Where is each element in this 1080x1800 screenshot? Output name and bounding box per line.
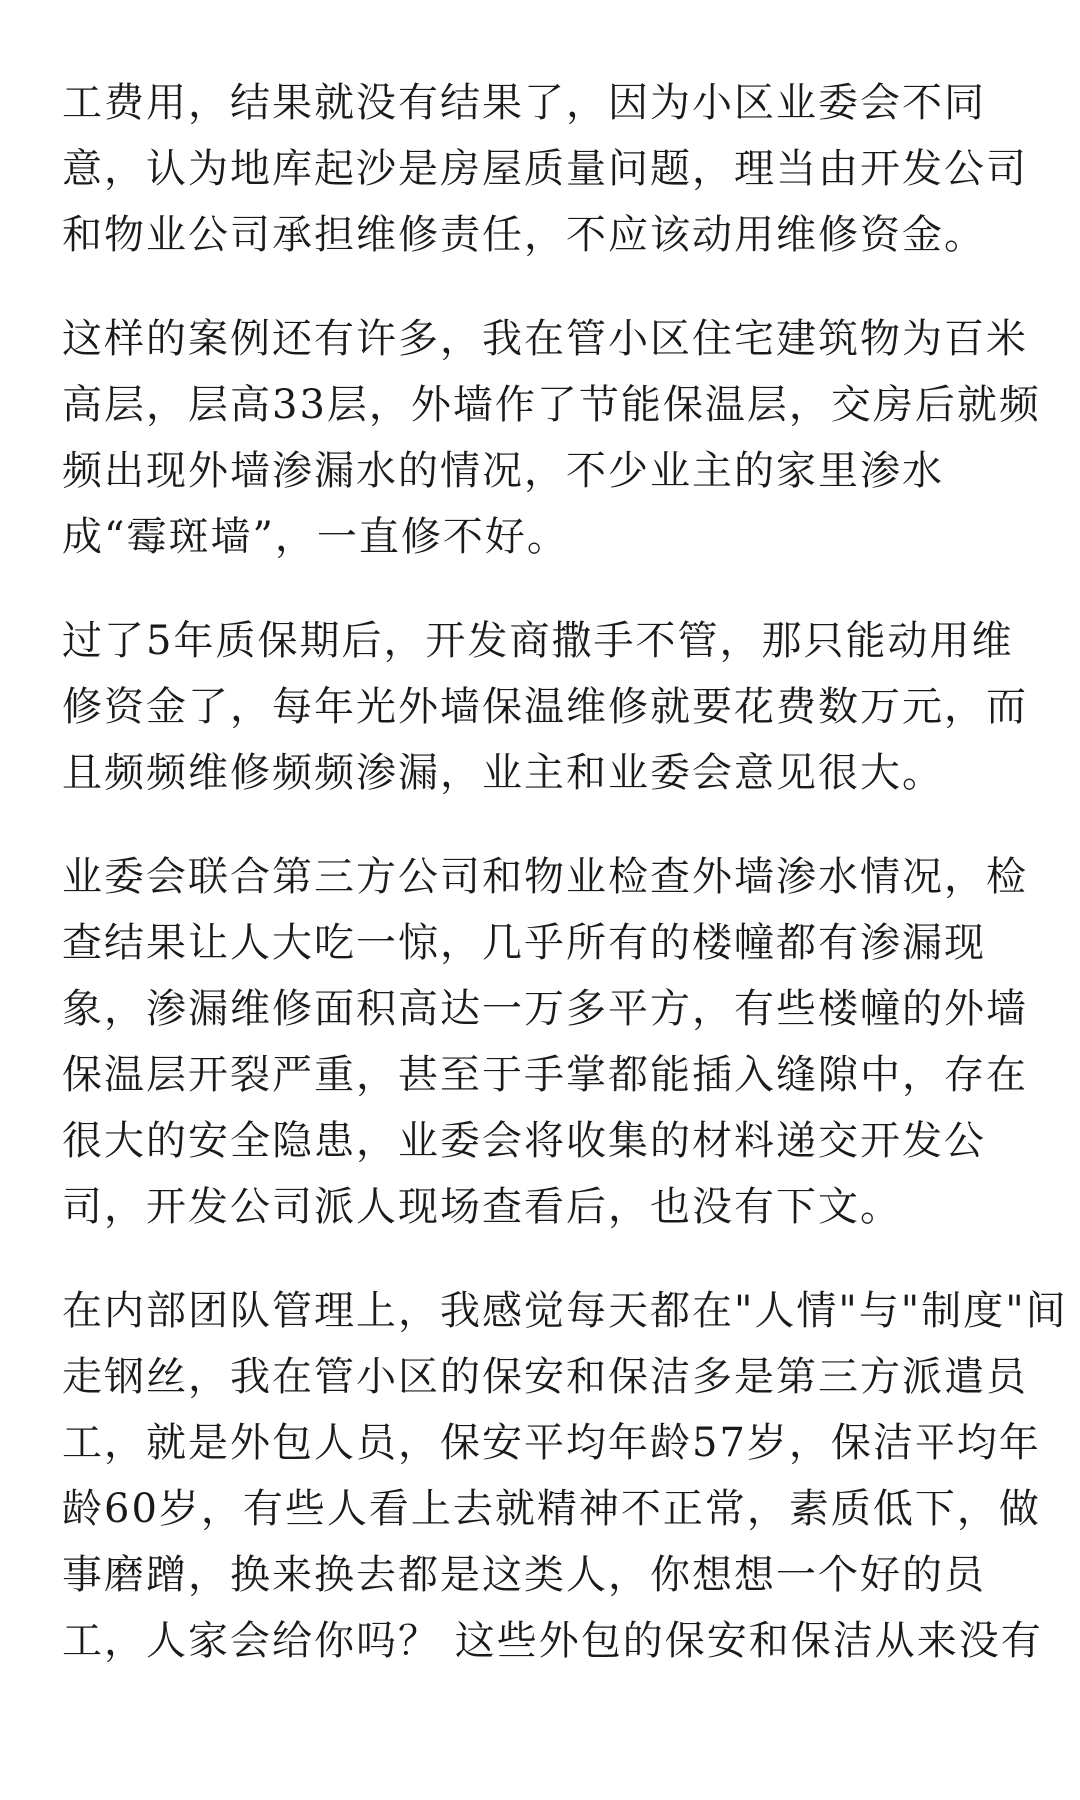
text-line: 象，渗漏维修面积高达一万多平方，有些楼幢的外墙 [62,986,1028,1032]
paragraph-3 [62,608,1028,806]
text-line: 司，开发公司派人现场查看后，也没有下文。 [62,1184,902,1230]
text-line: 事磨蹭，换来换去都是这类人，你想想一个好的员 [62,1552,986,1598]
text-line: 保温层开裂严重，甚至于手掌都能插入缝隙中，存在 [62,1052,1028,1098]
paragraph-4 [62,844,1028,1240]
text-line: 工，人家会给你吗？ 这些外包的保安和保洁从来没有 [62,1618,1043,1664]
paragraph-1 [62,70,1028,268]
text-line: 在内部团队管理上，我感觉每天都在"人情"与"制度"间 [62,1288,1068,1334]
text-line: 意，认为地库起沙是房屋质量问题，理当由开发公司 [62,146,1028,192]
paragraph-2 [62,306,1041,570]
text-line: 和物业公司承担维修责任，不应该动用维修资金。 [62,212,986,258]
paragraph-5 [62,1278,1068,1674]
text-line: 业委会联合第三方公司和物业检查外墙渗水情况，检 [62,854,1028,900]
text-line: 成“霉斑墙”，一直修不好。 [62,514,569,560]
text-line: 查结果让人大吃一惊，几乎所有的楼幢都有渗漏现 [62,920,986,966]
text-line: 过了5年质保期后，开发商撒手不管，那只能动用维 [62,618,1014,664]
text-line: 走钢丝，我在管小区的保安和保洁多是第三方派遣员 [62,1354,1028,1400]
text-line: 这样的案例还有许多，我在管小区住宅建筑物为百米 [62,316,1028,362]
text-line: 修资金了，每年光外墙保温维修就要花费数万元，而 [62,684,1028,730]
text-line: 工费用，结果就没有结果了，因为小区业委会不同 [62,80,986,126]
text-line: 龄60岁，有些人看上去就精神不正常，素质低下，做 [62,1486,1041,1532]
text-line: 工，就是外包人员，保安平均年龄57岁，保洁平均年 [62,1420,1041,1466]
text-line: 高层，层高33层，外墙作了节能保温层，交房后就频 [62,382,1041,428]
text-line: 频出现外墙渗漏水的情况，不少业主的家里渗水 [62,448,944,494]
article-body [62,70,1068,1712]
text-line: 且频频维修频频渗漏，业主和业委会意见很大。 [62,750,944,796]
text-line: 很大的安全隐患，业委会将收集的材料递交开发公 [62,1118,986,1164]
